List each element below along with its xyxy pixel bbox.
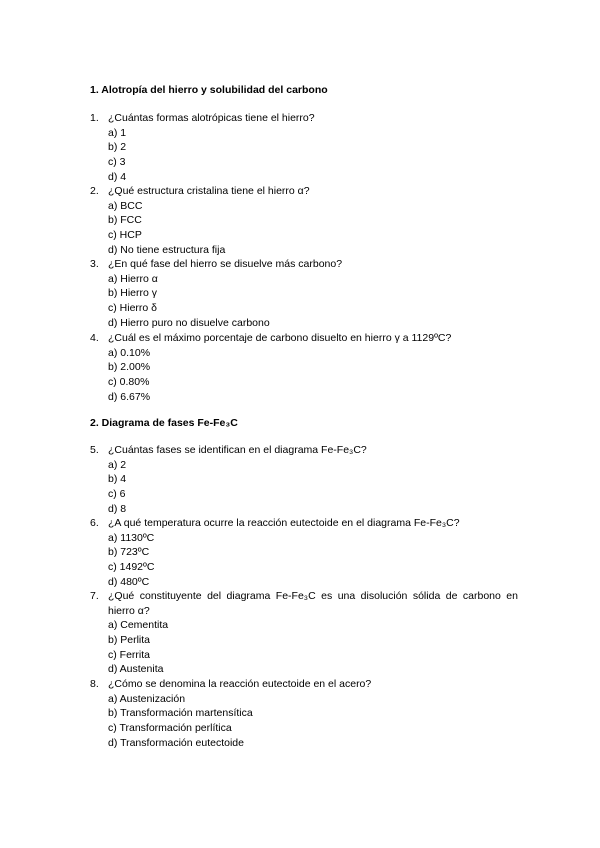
option-d: d) 480ºC [108, 575, 150, 588]
option-a: a) 2 [108, 458, 127, 471]
option-d: d) No tiene estructura fija [108, 243, 226, 256]
option-b: b) FCC [108, 214, 142, 227]
question-number: 3. [90, 258, 99, 270]
option-d: d) Hierro puro no disuelve carbono [108, 316, 270, 329]
question-8 [90, 677, 520, 750]
section-title-2: 2. Diagrama de fases Fe-Fe₃C [90, 417, 238, 429]
question-text: ¿Cómo se denomina la reacción eutectoide en el acero? [108, 678, 372, 690]
option-a: a) Hierro α [108, 272, 158, 285]
option-b: b) 2 [108, 141, 127, 154]
option-d: d) 4 [108, 170, 127, 183]
option-b: b) Transformación martensítica [108, 707, 253, 720]
option-a: a) Austenización [108, 692, 186, 705]
option-c: c) 0.80% [108, 376, 150, 389]
question-number: 7. [90, 590, 99, 602]
question-number: 5. [90, 444, 99, 456]
option-b: b) Hierro γ [108, 287, 158, 300]
question-text: ¿Cuántas formas alotrópicas tiene el hierro? [108, 112, 315, 124]
question-text-continuation: hierro α? [108, 604, 150, 617]
option-a: a) 0.10% [108, 346, 151, 359]
question-5 [90, 443, 520, 516]
option-b: b) 2.00% [108, 361, 151, 374]
option-c: c) Ferrita [108, 648, 150, 661]
option-c: c) 1492ºC [108, 561, 155, 574]
question-number: 4. [90, 332, 99, 344]
option-a: a) 1130ºC [108, 531, 155, 544]
question-text: ¿En qué fase del hierro se disuelve más carbono? [108, 258, 343, 270]
option-b: b) 723ºC [108, 546, 150, 559]
question-6 [90, 516, 520, 589]
question-text: ¿Cuál es el máximo porcentaje de carbono disuelto en hierro γ a 1129ºC? [108, 332, 452, 344]
section-title-1: 1. Alotropía del hierro y solubilidad del carbono [90, 84, 328, 96]
option-b: b) 4 [108, 473, 127, 486]
question-4 [90, 331, 520, 404]
option-c: c) HCP [108, 229, 142, 242]
option-a: a) 1 [108, 126, 127, 139]
question-text: ¿A qué temperatura ocurre la reacción eutectoide en el diagrama Fe-Fe₃C? [108, 517, 460, 529]
question-1 [90, 111, 520, 184]
option-d: d) 8 [108, 502, 127, 515]
option-a: a) Cementita [108, 619, 169, 632]
option-d: d) 6.67% [108, 390, 151, 403]
question-number: 2. [90, 185, 99, 197]
option-b: b) Perlita [108, 634, 151, 647]
question-2 [90, 184, 520, 257]
question-text: ¿Qué constituyente del diagrama Fe-Fe₃C es una disolución sólida de carbono en [108, 590, 518, 602]
question-number: 6. [90, 517, 99, 529]
question-number: 1. [90, 112, 99, 124]
option-c: c) Transformación perlítica [108, 722, 232, 735]
question-number: 8. [90, 678, 99, 690]
option-d: d) Transformación eutectoide [108, 736, 244, 749]
question-3 [90, 257, 520, 330]
question-7 [90, 589, 520, 677]
option-d: d) Austenita [108, 663, 164, 676]
option-c: c) 6 [108, 488, 126, 501]
question-text: ¿Qué estructura cristalina tiene el hierro α? [108, 185, 310, 197]
option-c: c) 3 [108, 156, 126, 169]
question-text: ¿Cuántas fases se identifican en el diagrama Fe-Fe₃C? [108, 444, 367, 456]
option-a: a) BCC [108, 199, 143, 212]
option-c: c) Hierro δ [108, 302, 158, 315]
